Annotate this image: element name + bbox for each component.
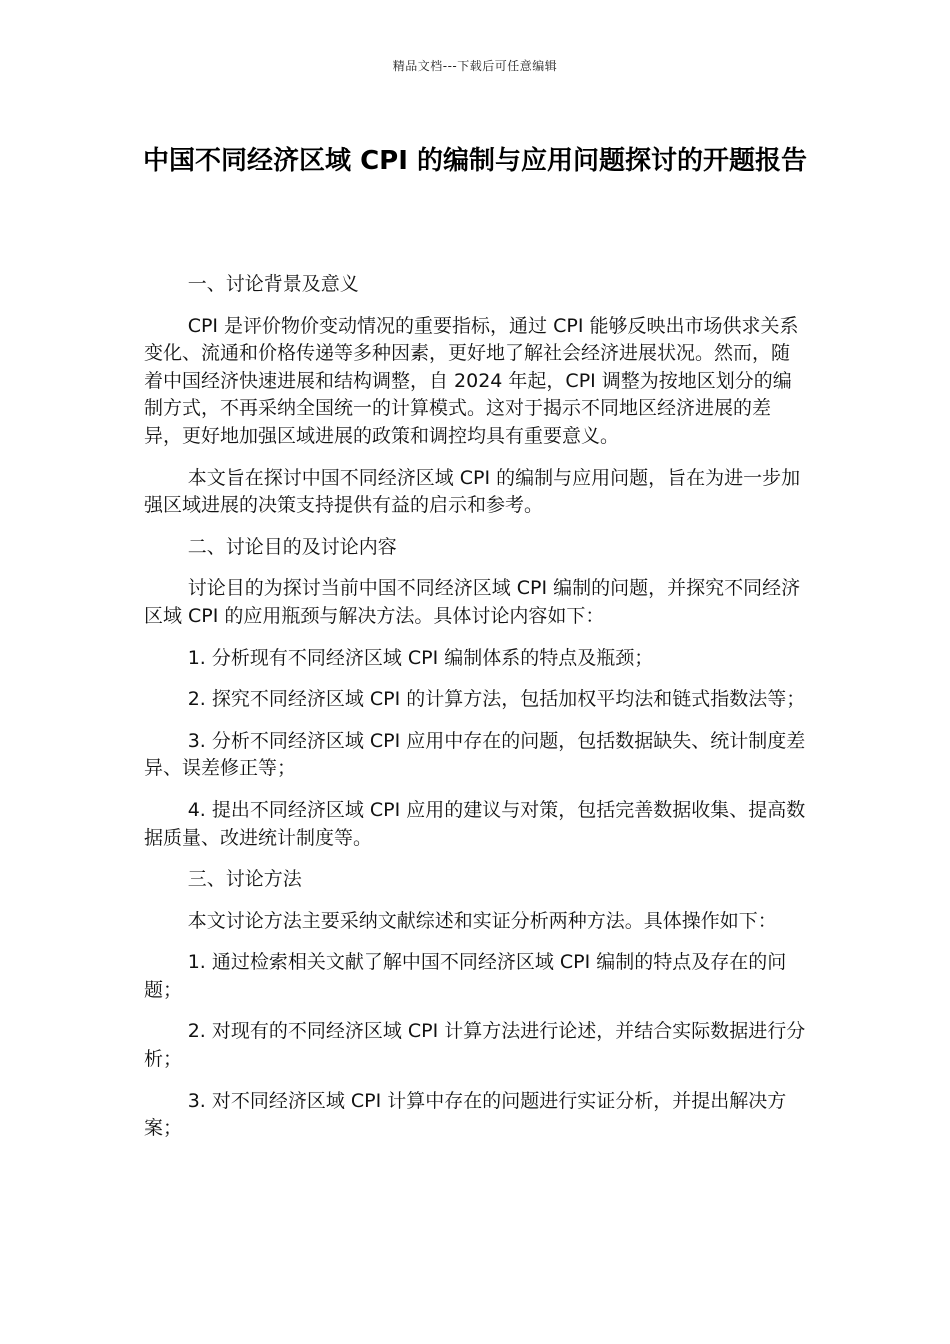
list-item-purpose-1: 1. 分析现有不同经济区域 CPI 编制体系的特点及瓶颈； <box>187 646 654 669</box>
list-item-method-3: 3. 对不同经济区域 CPI 计算中存在的问题进行实证分析，并提出解决方案； <box>144 1089 787 1140</box>
section-heading-method: 三、讨论方法 <box>187 868 302 891</box>
header-note: 精品文档---下载后可任意编辑 <box>392 59 558 73</box>
section-heading-background: 一、讨论背景及意义 <box>187 273 359 295</box>
document-title: 中国不同经济区域 CPI 的编制与应用问题探讨的开题报告 <box>143 146 807 176</box>
document-body <box>144 271 808 1157</box>
list-item-method-2: 2. 对现有的不同经济区域 CPI 计算方法进行论述，并结合实际数据进行分析； <box>144 1020 806 1071</box>
paragraph-method: 本文讨论方法主要采纳文献综述和实证分析两种方法。具体操作如下： <box>187 909 777 932</box>
list-item-purpose-2: 2. 探究不同经济区域 CPI 的计算方法，包括加权平均法和链式指数法等； <box>187 688 806 711</box>
paragraph-background-2: 本文旨在探讨中国不同经济区域 CPI 的编制与应用问题，旨在为进一步加强区域进展的决策支持提供有益的启示和参考。 <box>144 466 801 517</box>
list-item-method-1: 1. 通过检索相关文献了解中国不同经济区域 CPI 编制的特点及存在的问题； <box>144 951 787 1001</box>
list-item-purpose-3: 3. 分析不同经济区域 CPI 应用中存在的问题，包括数据缺失、统计制度差异、误差修正等； <box>144 729 806 780</box>
section-heading-purpose: 二、讨论目的及讨论内容 <box>187 535 397 558</box>
list-item-purpose-4: 4. 提出不同经济区域 CPI 应用的建议与对策，包括完善数据收集、提高数据质量、改进统计制度等。 <box>144 798 806 849</box>
paragraph-background-1: CPI 是评价物价变动情况的重要指标，通过 CPI 能够反映出市场供求关系变化、流通和价格传递等多种因素，更好地了解社会经济进展状况。然而，随着中国经济快速进展和结构调整，自 2024 年起，CPI 调整为按地区划分的编制方式，不再采纳全国统一的计算模式。这对于揭示不同地区经济进展的差异，更好地加强区域进展的政策和调控均具有重要意义。 <box>144 314 799 447</box>
paragraph-purpose: 讨论目的为探讨当前中国不同经济区域 CPI 编制的问题，并探究不同经济区域 CPI 的应用瓶颈与解决方法。具体讨论内容如下： <box>144 577 801 627</box>
